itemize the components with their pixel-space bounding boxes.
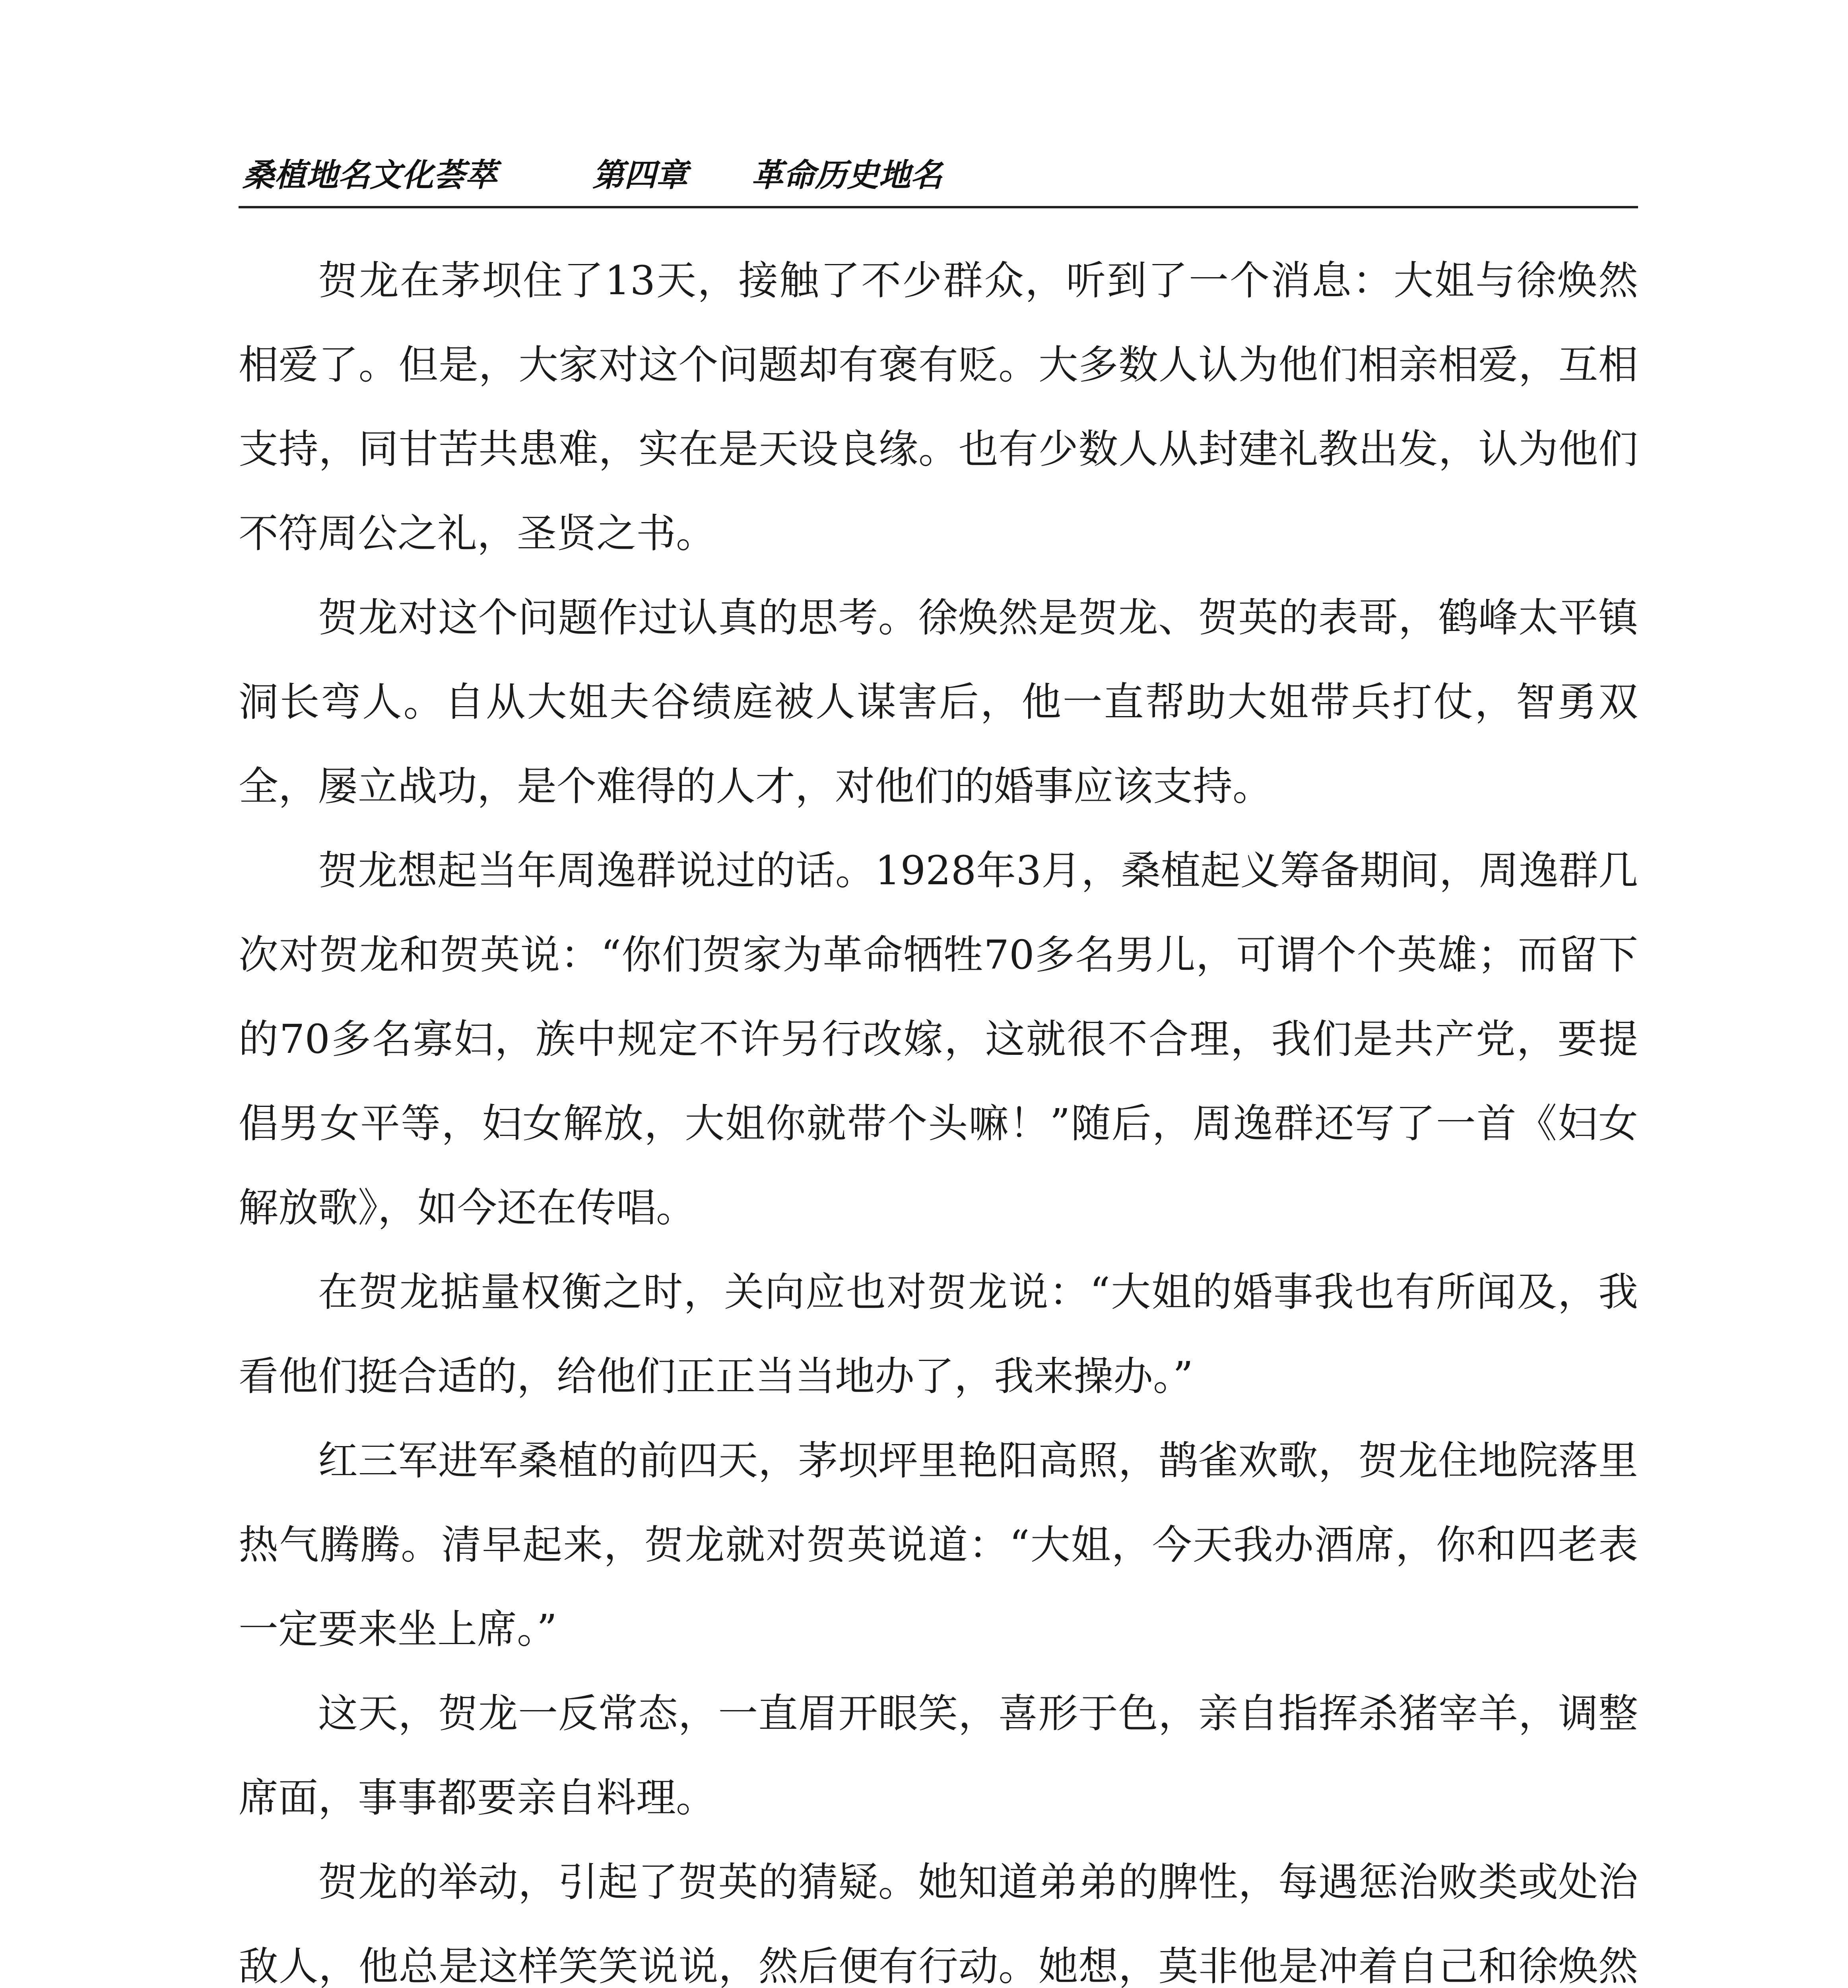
paragraph: 红三军进军桑植的前四天，茅坝坪里艳阳高照，鹊雀欢歌，贺龙住地院落里热气腾腾。清早起来，贺龙就对贺英说道：“大姐，今天我办酒席，你和四老表一定要来坐上席。”: [239, 1437, 1638, 1652]
running-header: [243, 151, 1634, 207]
body-text: [239, 239, 1638, 1988]
book-title: 桑植地名文化荟萃: [243, 156, 497, 194]
header-divider: [239, 206, 1638, 208]
paragraph: 贺龙的举动，引起了贺英的猜疑。她知道弟弟的脾性，每遇惩治败类或处治敌人，他总是这样笑笑说说，然后便有行动。她想，莫非他是冲着自己和徐焕然: [239, 1859, 1638, 1988]
paragraph: 这天，贺龙一反常态，一直眉开眼笑，喜形于色，亲自指挥杀猪宰羊，调整席面，事事都要亲自料理。: [239, 1690, 1638, 1821]
chapter-label: 第四章: [592, 156, 688, 194]
paragraph: 贺龙在茅坝住了13天，接触了不少群众，听到了一个消息：大姐与徐焕然相爱了。但是，大家对这个问题却有褒有贬。大多数人认为他们相亲相爱，互相支持，同甘苦共患难，实在是天设良缘。也有少数人从封建礼教出发，认为他们不符周公之礼，圣贤之书。: [239, 257, 1638, 557]
paragraph: 在贺龙掂量权衡之时，关向应也对贺龙说：“大姐的婚事我也有所闻及，我看他们挺合适的，给他们正正当当地办了，我来操办。”: [239, 1269, 1638, 1400]
paragraph: 贺龙对这个问题作过认真的思考。徐焕然是贺龙、贺英的表哥，鹤峰太平镇洞长弯人。自从大姐夫谷绩庭被人谋害后，他一直帮助大姐带兵打仗，智勇双全，屡立战功，是个难得的人才，对他们的婚事应该支持。: [239, 594, 1638, 810]
paragraph: 贺龙想起当年周逸群说过的话。1928年3月，桑植起义筹备期间，周逸群几次对贺龙和贺英说：“你们贺家为革命牺牲70多名男儿，可谓个个英雄；而留下的70多名寡妇，族中规定不许另行改嫁，这就很不合理，我们是共产党，要提倡男女平等，妇女解放，大姐你就带个头嘛！”随后，周逸群还写了一首《妇女解放歌》，如今还在传唱。: [239, 847, 1638, 1231]
section-title: 革命历史地名: [751, 156, 942, 194]
